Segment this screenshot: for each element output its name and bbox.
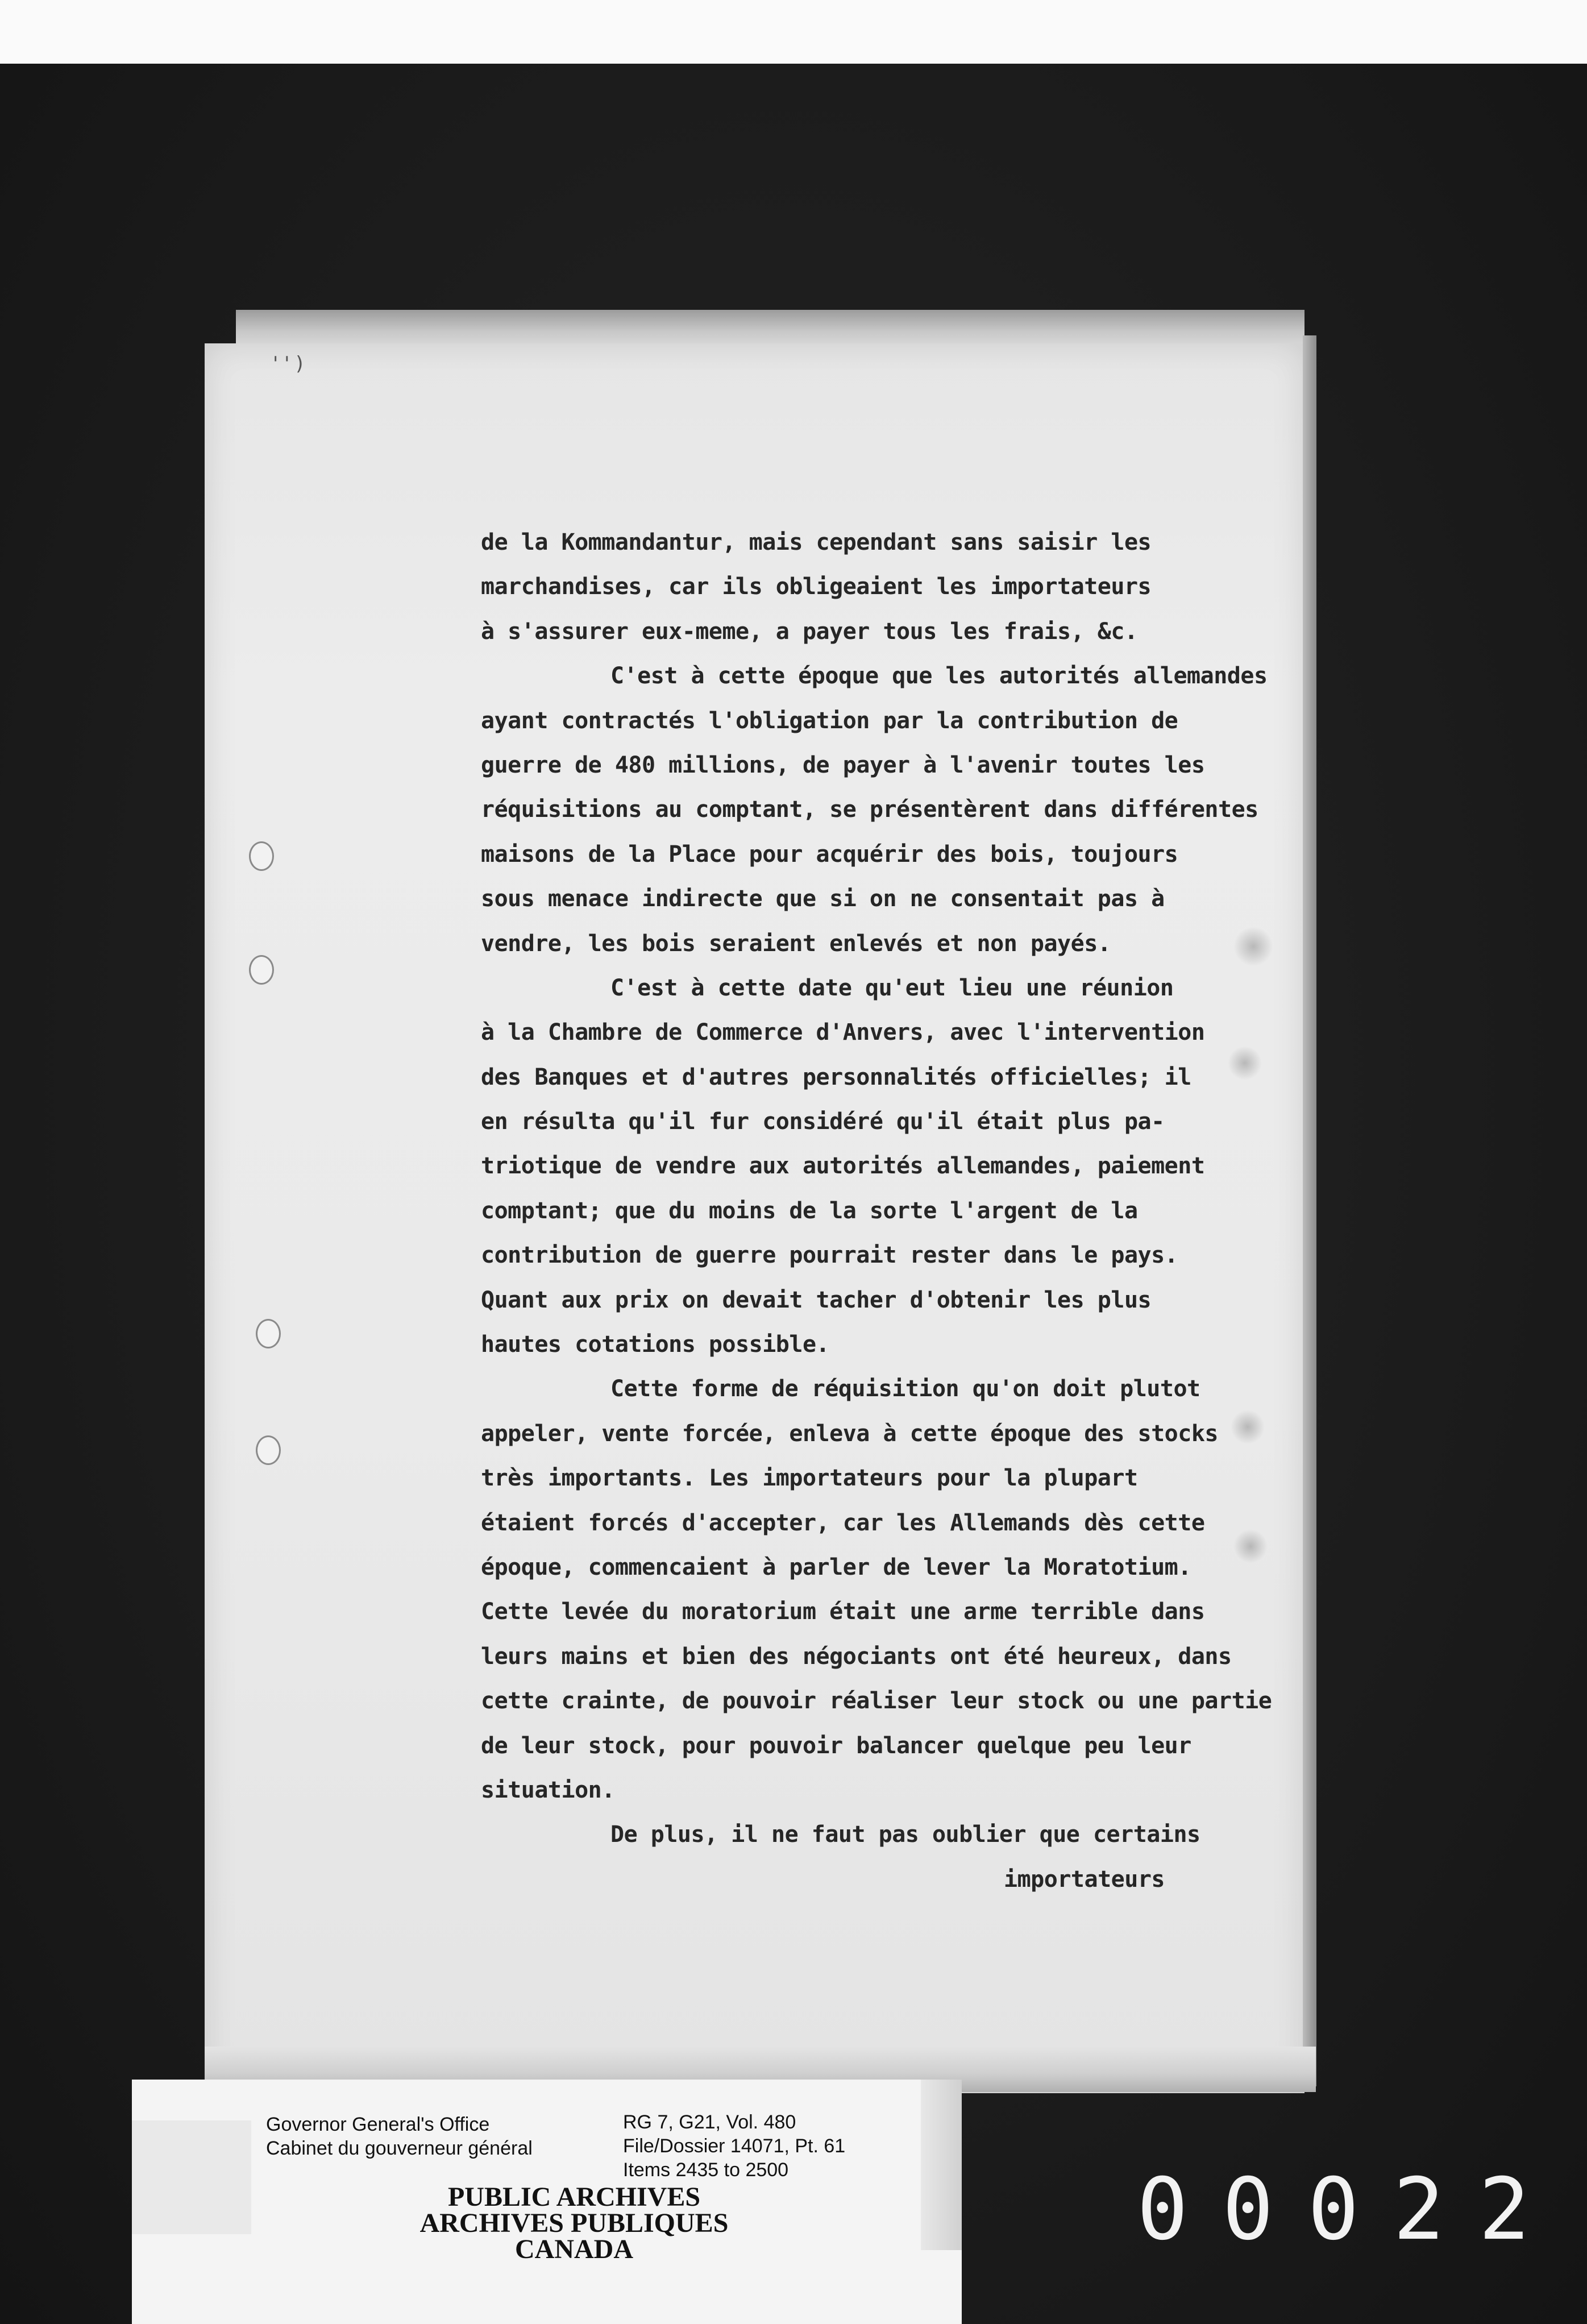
corner-mark: ' ' )	[273, 352, 304, 375]
text-line: très importants. Les importateurs pour la plupart	[481, 1465, 1138, 1492]
text-line: à la Chambre de Commerce d'Anvers, avec l'intervention	[481, 1019, 1205, 1046]
typed-text	[481, 520, 1294, 1902]
text-line: de la Kommandantur, mais cependant sans saisir les	[481, 529, 1152, 555]
items-range: Items 2435 to 2500	[623, 2159, 789, 2181]
punch-hole	[249, 955, 274, 985]
sheet-right-edge	[1303, 335, 1316, 2086]
label-flap	[921, 2080, 962, 2250]
text-line: étaient forcés d'accepter, car les Allemands dès cette	[481, 1509, 1205, 1536]
file-dossier: File/Dossier 14071, Pt. 61	[623, 2135, 846, 2157]
text-line: à s'assurer eux-meme, a payer tous les frais, &c.	[481, 618, 1138, 645]
text-line: marchandises, car ils obligeaient les importateurs	[481, 574, 1152, 600]
text-line: maisons de la Place pour acquérir des bois, toujours	[481, 841, 1178, 868]
office-fr: Cabinet du gouverneur général	[266, 2138, 533, 2159]
text-line: Cette forme de réquisition qu'on doit plutot	[610, 1376, 1200, 1402]
archives-country: CANADA	[515, 2234, 633, 2264]
text-line: vendre, les bois seraient enlevés et non payés.	[481, 930, 1111, 957]
text-line: Cette levée du moratorium était une arme terrible dans	[481, 1599, 1205, 1625]
top-border	[0, 0, 1587, 64]
text-line: comptant; que du moins de la sorte l'argent de la	[481, 1197, 1138, 1224]
text-line: sous menace indirecte que si on ne consentait pas à	[481, 886, 1165, 912]
archives-fr: ARCHIVES PUBLIQUES	[419, 2208, 729, 2238]
text-line: époque, commencaient à parler de lever la Moratotium.	[481, 1554, 1191, 1580]
text-line: situation.	[481, 1777, 615, 1803]
text-line: triotique de vendre aux autorités allemandes, paiement	[481, 1153, 1205, 1180]
text-line: des Banques et d'autres personnalités officielles; il	[481, 1064, 1191, 1090]
record-group: RG 7, G21, Vol. 480	[623, 2111, 796, 2133]
archives-stamp	[398, 2184, 750, 2263]
office-en: Governor General's Office	[266, 2114, 490, 2135]
label-office	[266, 2113, 533, 2160]
text-line: contribution de guerre pourrait rester dans le pays.	[481, 1242, 1178, 1269]
frame-number: 00022	[1137, 2160, 1564, 2259]
text-line-catchword: importateurs	[1004, 1866, 1165, 1893]
label-shadow	[132, 2120, 251, 2234]
text-line: C'est à cette époque que les autorités allemandes	[610, 663, 1268, 690]
punch-hole	[256, 1435, 281, 1465]
text-line: guerre de 480 millions, de payer à l'avenir toutes les	[481, 752, 1205, 778]
text-line: C'est à cette date qu'eut lieu une réunion	[610, 974, 1174, 1001]
punch-hole	[256, 1319, 281, 1348]
label-reference	[623, 2110, 845, 2182]
text-line: hautes cotations possible.	[481, 1331, 830, 1358]
text-line: cette crainte, de pouvoir réaliser leur stock ou une partie	[481, 1688, 1272, 1715]
text-line: appeler, vente forcée, enleva à cette époque des stocks	[481, 1420, 1219, 1447]
text-line: de leur stock, pour pouvoir balancer quelque peu leur	[481, 1732, 1191, 1759]
archives-en: PUBLIC ARCHIVES	[447, 2182, 701, 2212]
punch-hole	[249, 841, 274, 871]
text-line: en résulta qu'il fur considéré qu'il était plus pa-	[481, 1109, 1165, 1135]
text-line: leurs mains et bien des négociants ont été heureux, dans	[481, 1643, 1232, 1670]
text-line: De plus, il ne faut pas oublier que certains	[610, 1821, 1200, 1848]
text-line: réquisitions au comptant, se présentèrent dans différentes	[481, 796, 1258, 823]
text-line: ayant contractés l'obligation par la contribution de	[481, 707, 1178, 734]
text-line: Quant aux prix on devait tacher d'obtenir les plus	[481, 1287, 1152, 1313]
